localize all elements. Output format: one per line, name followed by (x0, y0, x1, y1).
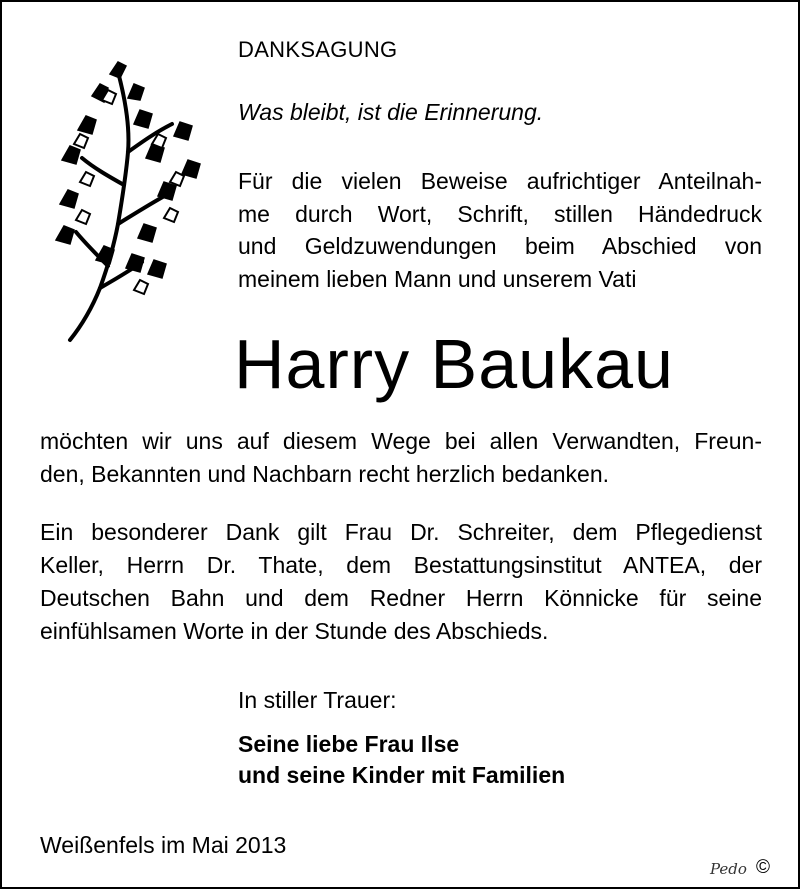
forsythia-branch-icon (42, 40, 224, 372)
paragraph-line: me durch Wort, Schrift, stillen Händedruck (238, 200, 762, 227)
mourning-label: In stiller Trauer: (238, 687, 397, 713)
family-line: Seine liebe Frau Ilse (238, 731, 460, 757)
notice-motto: Was bleibt, ist die Erinnerung. (238, 99, 544, 125)
family-line: und seine Kinder mit Familien (238, 762, 566, 788)
place-date: Weißenfels im Mai 2013 (40, 832, 287, 858)
deceased-name: Harry Baukau (234, 325, 674, 403)
paragraph-line: Für die vielen Beweise aufrichtiger Anteilnah- (238, 168, 762, 194)
paragraph-line: Keller, Herrn Dr. Thate, dem Bestattungsinstitut ANTEA, der (40, 552, 762, 578)
notice-heading: DANKSAGUNG (238, 37, 398, 62)
intro-paragraph (238, 165, 762, 295)
paragraph-line: Deutschen Bahn und dem Redner Herrn Könnicke für seine (40, 585, 762, 611)
family-signoff (238, 729, 565, 791)
paragraph-line: möchten wir uns auf diesem Wege bei allen Verwandten, Freun- (40, 428, 762, 454)
special-thanks-paragraph (40, 516, 762, 648)
thanks-paragraph (40, 425, 762, 491)
paragraph-line: meinem lieben Mann und unserem Vati (238, 265, 637, 292)
copyright-symbol: © (756, 857, 770, 878)
paragraph-line: den, Bekannten und Nachbarn recht herzlich bedanken. (40, 461, 610, 487)
paragraph-line: und Geldzuwendungen beim Abschied von (238, 233, 762, 259)
designer-signature: Pedo (710, 860, 747, 878)
paragraph-line: einfühlsamen Worte in der Stunde des Abschieds. (40, 618, 549, 644)
paragraph-line: Ein besonderer Dank gilt Frau Dr. Schreiter, dem Pflegedienst (40, 519, 762, 545)
